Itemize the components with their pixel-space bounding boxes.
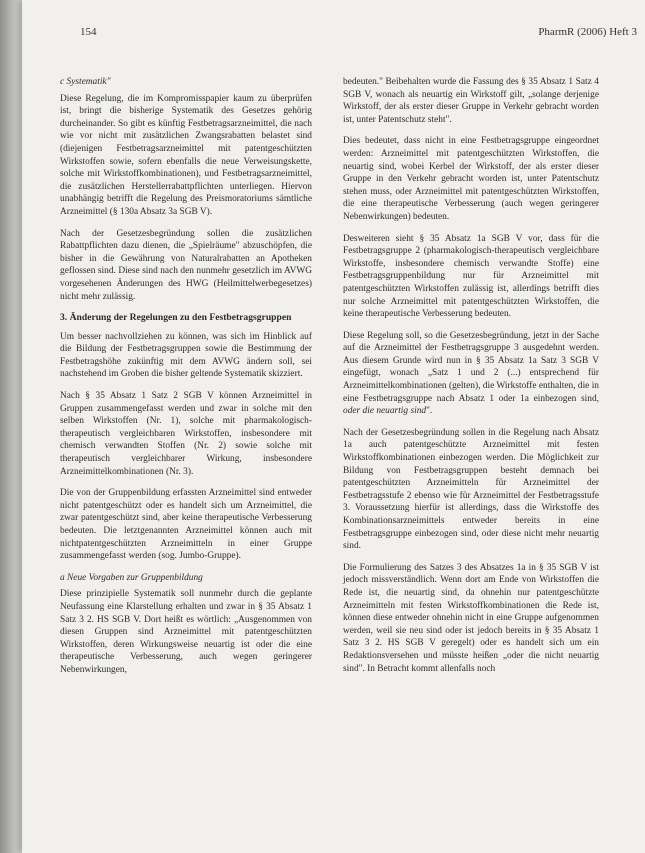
- paragraph: Die von der Gruppenbildung erfassten Arzneimittel sind entweder nicht patentgeschützt oder es handelt sich um Arzneimittel, die zwar patentgeschützt sind, aber keine therapeutische Verbesserung bedeuten. Die letztgenannten Arzneimittel können auch mit nichtpatentgeschützten Arzneimitteln in einer Gruppe zusammengefasst werden (sog. Jumbo-Gruppe).: [60, 488, 312, 562]
- paragraph: Desweiteren sieht § 35 Absatz 1a SGB V vor, dass für die Festbetragsgruppe 2 (pharmakologisch-therapeutisch vergleichbare Wirkstoffe, insbesondere chemisch verwandte Stoffe) eine Festbetragsgruppenbildung nur für Arzneimittel mit patentgeschützten Wirkstoffen zulässig ist, allerdings betrifft dies nur solche Arzneimittel mit patentgeschützten Wirkstoffen, die keine therapeutische Verbesserung bedeuten.: [343, 233, 599, 320]
- paragraph: Die Formulierung des Satzes 3 des Absatzes 1a in § 35 SGB V ist jedoch missverständlich. Wenn dort am Ende von Wirkstoffen die Rede ist, die neuartig sind, da ohnehin nur patentgeschützte Arzneimitteln mit festen Wirkstoffkombinationen die Rede ist, können diese entweder ohnehin nicht in eine Gruppe aufgenommen werden, weil sie neu sind oder ist jedoch bereits in § 35 Absatz 1 Satz 3 2. HS SGB V geregelt) oder es handelt sich um ein Redaktionsversehen und müsste heißen „oder die nicht neuartig sind". In Betracht kommt allenfalls noch: [343, 562, 599, 674]
- paragraph: Nach § 35 Absatz 1 Satz 2 SGB V können Arzneimittel in Gruppen zusammengefasst werden und zwar in solche mit den selben Wirkstoffen (Nr. 1), solche mit pharmakologisch-therapeutisch vergleichbaren Wirkstoffen, insbesondere mit chemisch verwandten Stoffen (Nr. 2) sowie solche mit therapeutisch vergleichbarer Wirkung, insbesondere Arzneimittelkombinationen (Nr. 3).: [60, 391, 312, 477]
- emphasis-text: oder die neuartig sind: [343, 406, 427, 417]
- section-heading-3: 3. Änderung der Regelungen zu den Festbetragsgruppen: [60, 312, 292, 324]
- journal-title: PharmR (2006) Heft 3: [538, 26, 637, 38]
- paragraph: [343, 330, 599, 418]
- section-heading-c: c Systematik": [60, 77, 111, 87]
- paragraph: Diese prinzipielle Systematik soll nunmehr durch die geplante Neufassung eine Klarstellung erhalten und zwar in § 35 Absatz 1 Satz 3 2. HS SGB V. Dort heißt es wörtlich: „Ausgenommen von diesen Gruppen sind Arzneimittel mit patentgeschützten Wirkstoffen, deren Wirkungsweise neuartig ist oder die eine therapeutische Verbesserung, auch wegen geringerer Nebenwirkungen,: [60, 589, 312, 675]
- right-column: [343, 76, 599, 684]
- paragraph: Nach der Gesetzesbegründung sollen die zusätzlichen Rabattpflichten dazu dienen, die „Spielräume" abzuschöpfen, die bisher in die Gewährung von Naturalrabatten an Apotheken geflossen sind. Diese sind nach den nunmehr gesetzlich im AVWG vorgesehenen Änderungen des HWG (Heilmittelwerbegesetzes) nicht mehr zulässig.: [60, 228, 312, 302]
- paragraph: Nach der Gesetzesbegründung sollen in die Regelung nach Absatz 1a auch patentgeschützte Arzneimittel mit festen Wirkstoffkombinationen einbezogen werden. Die Möglichkeit zur Bildung von Festbetragsgruppen besteht demnach bei patentgeschützten Arzneimitteln für Arzneimittel der Festbetragsstufe 2 ebenso wie für Arzneimittel der Festbetragsstufe 3. Voraussetzung hierfür ist allerdings, dass die Wirkstoffe des Kombinationsarzneimittels entweder bereits in eine Festbetragsgruppe einbezogen sind, oder diese nicht mehr neuartig sind.: [343, 427, 599, 552]
- paragraph: Diese Regelung, die im Kompromisspapier kaum zu überprüfen ist, bringt die bisherige Systematik des Gesetzes gehörig durcheinander. So gibt es künftig Festbetragsarzneimittel, die nach wie vor nicht mit zusätzlichen Zwangsrabatten belastet sind (diejenigen Festbetragsarzneimittel mit patentgeschützten Wirkstoffen sowie, sofern ebenfalls die neue Verweisungskette, solche mit Wirkstoffkombinationen), und Festbetragsarzneimittel, die zusätzlichen Herstellerrabattpflichten unterliegen. Hiervon unabhängig betrifft die Regelung des Preismoratoriums sämtliche Arzneimittel (§ 130a Absatz 3a SGB V).: [60, 93, 312, 217]
- paragraph: bedeuten." Beibehalten wurde die Fassung des § 35 Absatz 1 Satz 4 SGB V, wonach als neuartig ein Wirkstoff gilt, „solange derjenige Wirkstoff, der als erster dieser Gruppe in Verkehr gebracht worden ist, unter Patentschutz steht".: [343, 77, 599, 125]
- paragraph-text-end: ".: [426, 406, 433, 417]
- paragraph: Um besser nachvollziehen zu können, was sich im Hinblick auf die Bildung der Festbetragsgruppen sowie die Bestimmung der Festbetragshöhe zukünftig mit dem AVWG ändern soll, sei nachstehend im Groben die bisher geltende Systematik skizziert.: [60, 331, 312, 380]
- paragraph: Dies bedeutet, dass nicht in eine Festbetragsgruppe eingeordnet werden: Arzneimittel mit patentgeschützten Wirkstoffen, die neuartig sind, wobei Kerbel der Wirkstoff, der als erster dieser Gruppe in den Verkehr gebracht worden ist, unter Patentschutz stehen muss, oder Arzneimittel mit patentgeschützten Wirkstoffen, die eine therapeutische Verbesserung (auch wegen geringerer Nebenwirkungen) bedeuten.: [343, 136, 599, 222]
- scan-edge-shadow: [0, 0, 22, 853]
- section-heading-a: a Neue Vorgaben zur Gruppenbildung: [60, 572, 203, 583]
- left-column: [60, 76, 312, 686]
- page-number: 154: [80, 26, 97, 38]
- paragraph-text: Diese Regelung soll, so die Gesetzesbegründung, jetzt in der Sache auf die Arzneimittel der Festbetragsgruppe 3 ausgedehnt werden. Aus diesem Grunde wird nun in § 35 Absatz 1a Satz 3 SGB V eingefügt, wonach „Satz 1 und 2 (...) entsprechend für Arzneimittelkombinationen (gelten), die Wirkstoffe enthalten, die in eine Festbetragsgruppe nach Absatz 1 oder 1a einbezogen sind,: [343, 330, 599, 404]
